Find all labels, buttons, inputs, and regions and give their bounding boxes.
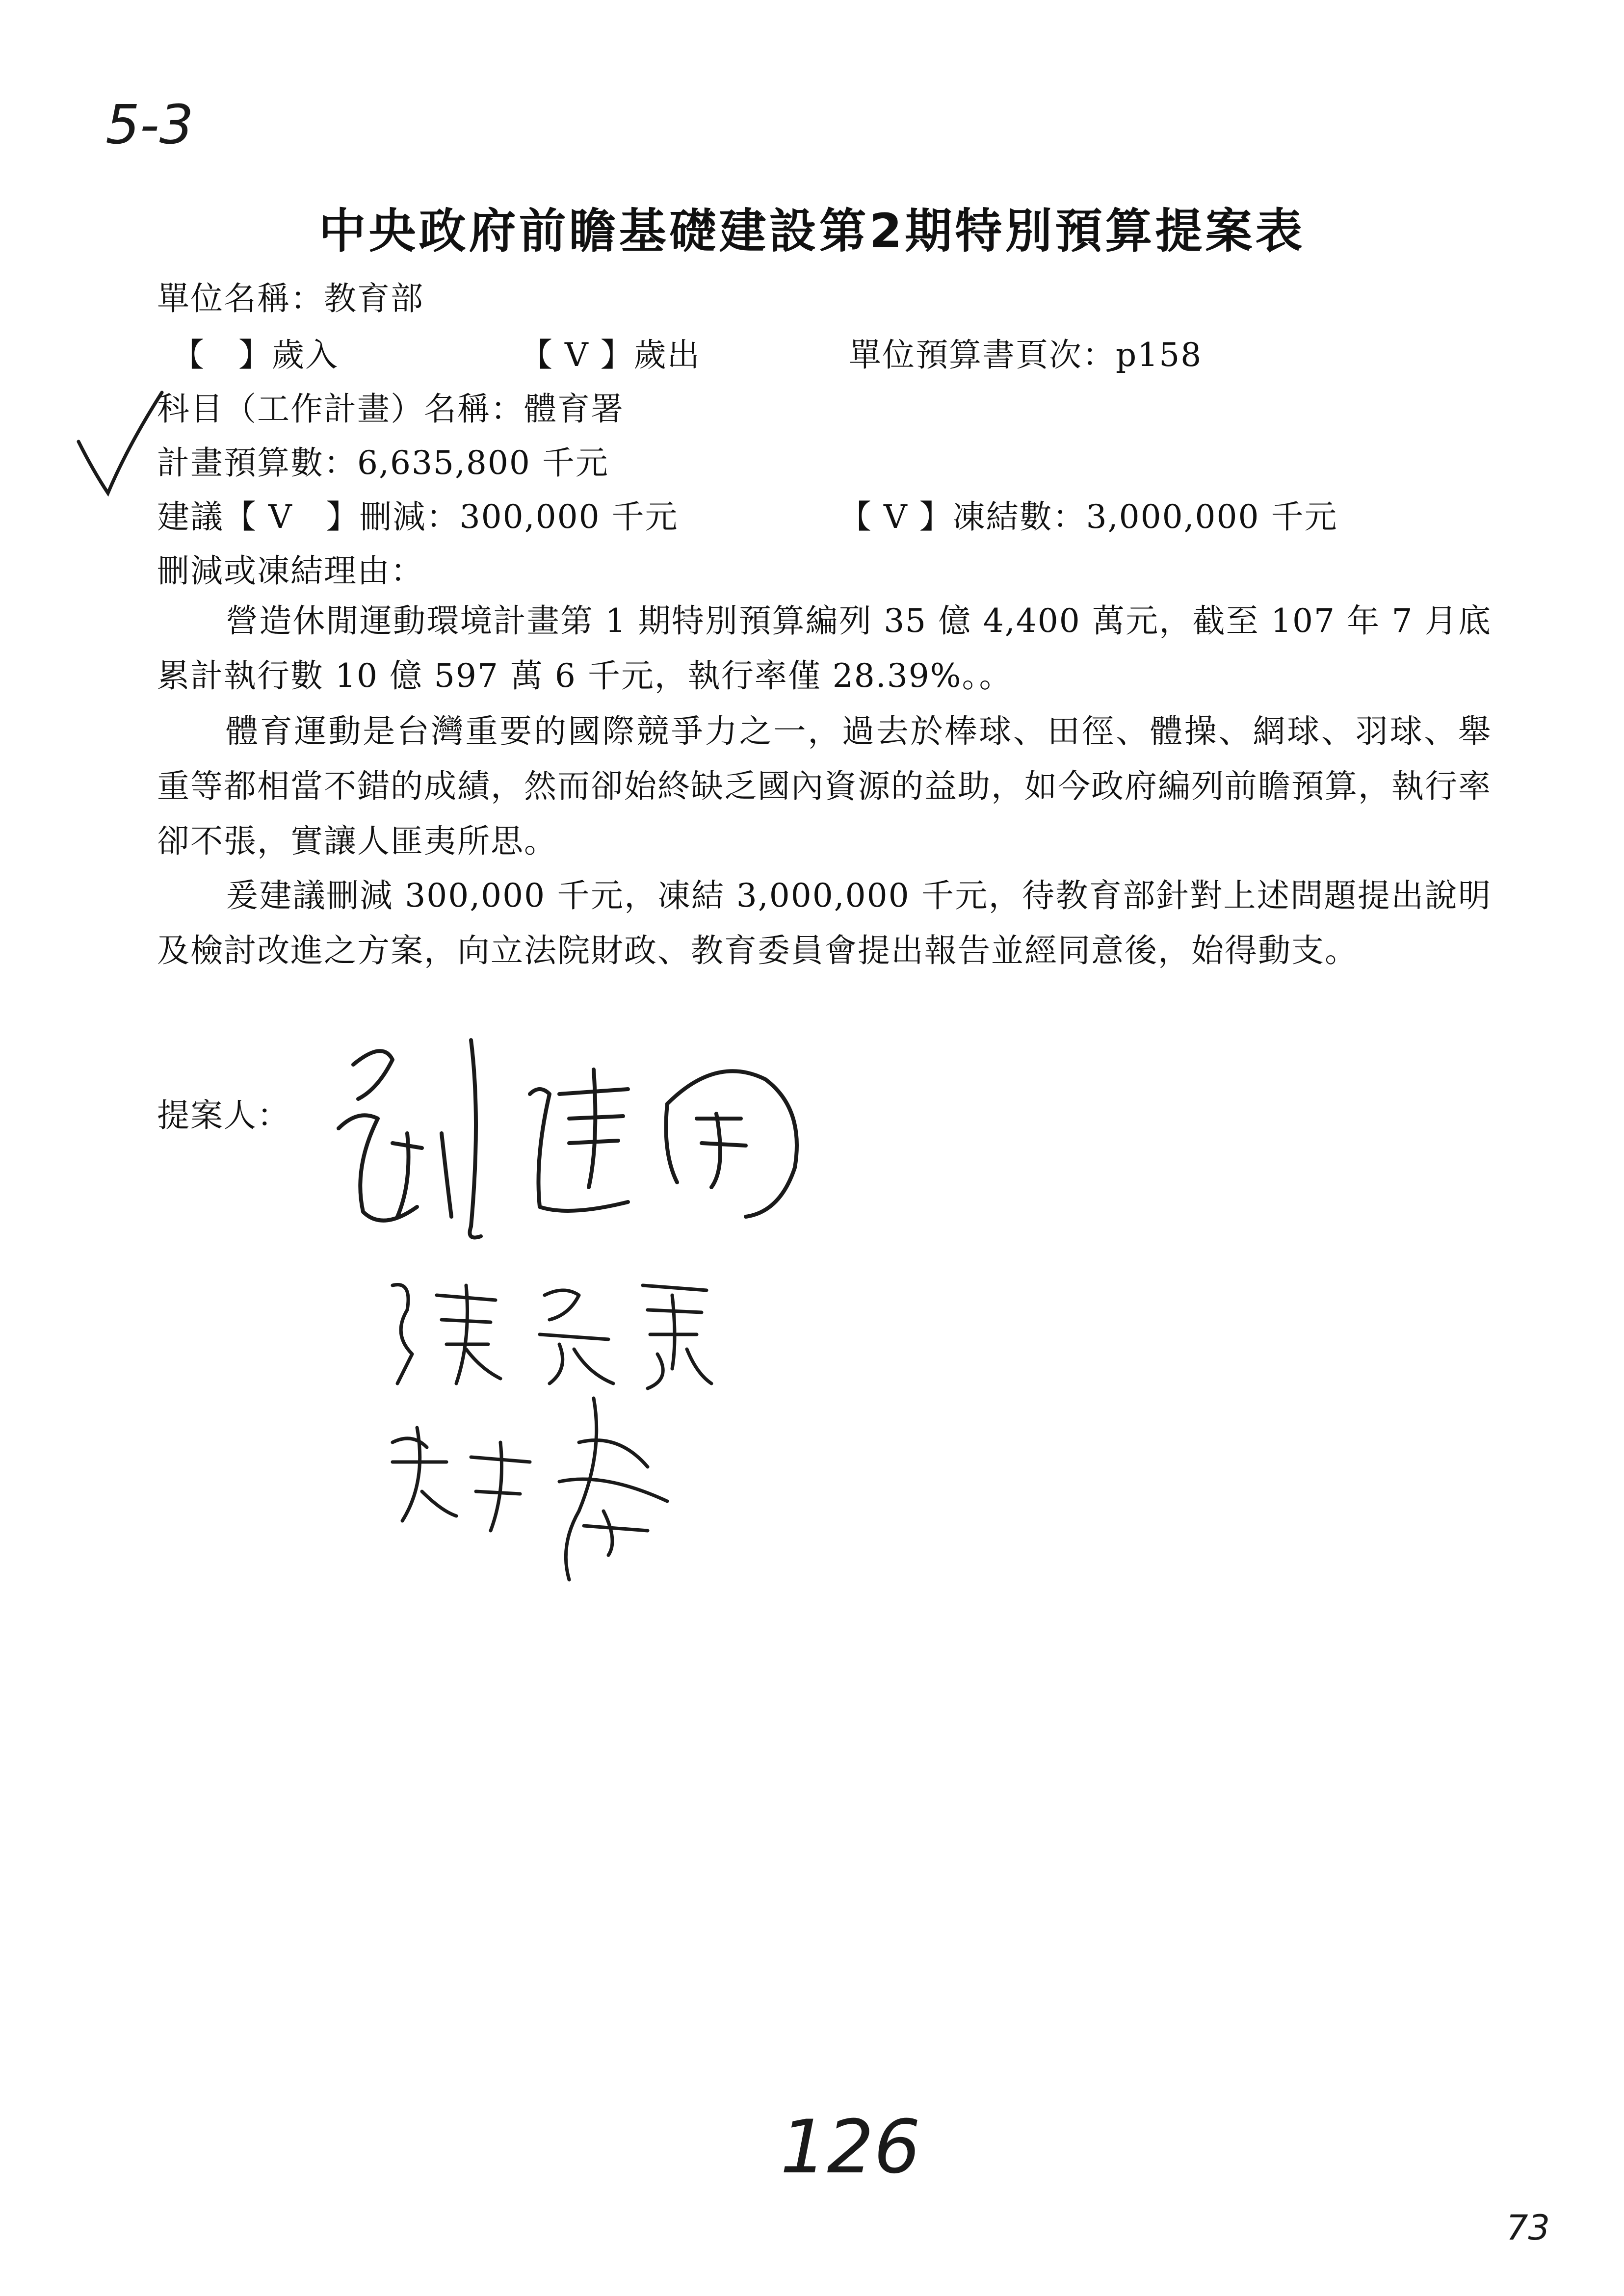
annotation-top-left: 5-3: [105, 93, 194, 156]
expenditure-checkbox: 【 V 】歲出: [520, 336, 701, 374]
unit-name: 單位名稱：教育部: [157, 280, 424, 317]
signature-2: [383, 1266, 716, 1393]
signature-3: [373, 1383, 687, 1590]
subject-name: 科目（工作計畫）名稱：體育署: [157, 390, 624, 428]
page-title: 中央政府前瞻基礎建設第2期特別預算提案表: [318, 204, 1306, 259]
reason-paragraph-1: 營造休閒運動環境計畫第 1 期特別預算編列 35 億 4,400 萬元，截至 107 年 7 月底累計執行數 10 億 597 萬 6 千元，執行率僅 28.39%。。: [157, 602, 1492, 695]
reason-label: 刪減或凍結理由：: [157, 552, 424, 590]
page-reference: 單位預算書頁次：p158: [849, 336, 1203, 374]
suggested-freeze: 【 V 】凍結數：3,000,000 千元: [839, 498, 1338, 536]
check-mark-icon: [74, 388, 167, 500]
reason-paragraph-2: 體育運動是台灣重要的國際競爭力之一，過去於棒球、田徑、體操、網球、羽球、舉重等都相當不錯的成績，然而卻始終缺乏國內資源的益助，如今政府編列前瞻預算，執行率卻不張，實讓人匪夷所思。: [157, 712, 1492, 860]
signature-1: [324, 1020, 844, 1246]
reason-paragraph-3: 爰建議刪減 300,000 千元，凍結 3,000,000 千元，待教育部針對上述問題提出說明及檢討改進之方案，向立法院財政、教育委員會提出報告並經同意後，始得動支。: [157, 877, 1492, 969]
proposer-label: 提案人：: [157, 1096, 290, 1134]
revenue-checkbox: 【 】歲入: [172, 336, 339, 374]
plan-budget: 計畫預算數：6,635,800 千元: [157, 444, 609, 482]
annotation-page-number: 126: [780, 2105, 921, 2190]
annotation-bottom-right: 73: [1506, 2208, 1550, 2248]
suggested-cut: 建議【 V 】刪減：300,000 千元: [157, 498, 679, 536]
